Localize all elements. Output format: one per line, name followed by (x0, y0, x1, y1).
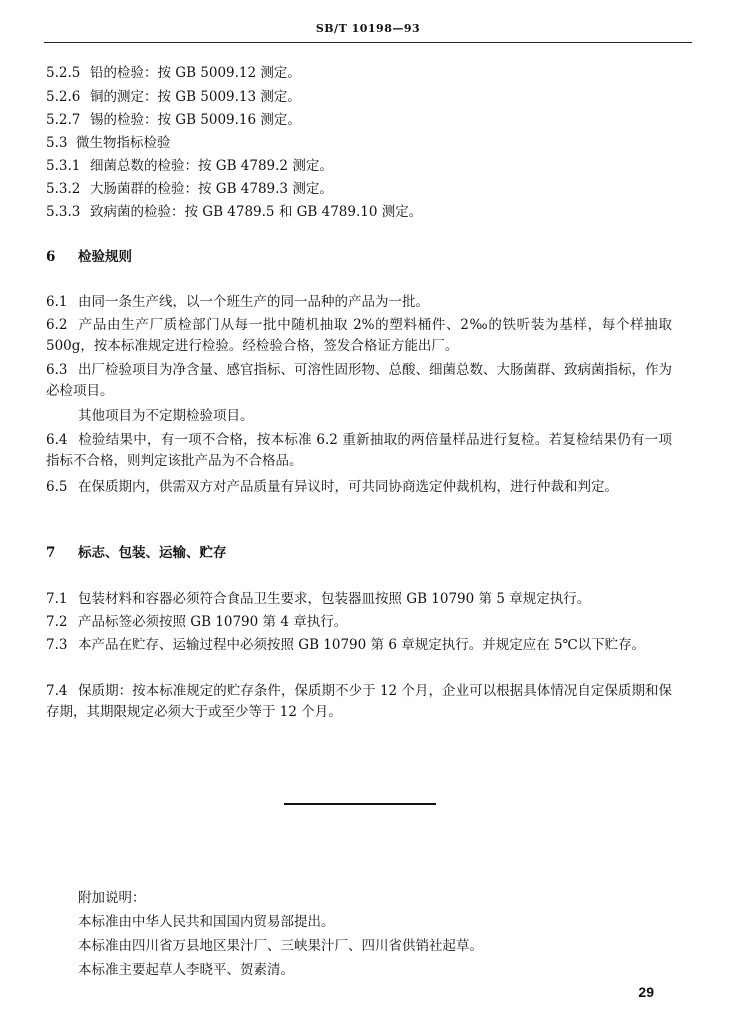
section-number: 7 (46, 545, 56, 561)
additional-note-line: 本标准由中华人民共和国国内贸易部提出。 (78, 914, 335, 930)
clause-6-3-note: 其他项目为不定期检验项目。 (78, 408, 254, 424)
section-heading-6 (46, 248, 132, 266)
clause-text: 本产品在贮存、运输过程中必须按照 GB 10790 第 6 章规定执行。并规定应在 5℃以下贮存。 (78, 637, 646, 653)
clause-6-4 (46, 430, 672, 472)
additional-notes-title: 附加说明： (78, 890, 146, 906)
additional-note-line: 本标准主要起草人李晓平、贺素清。 (78, 962, 294, 978)
clause-5-3 (46, 134, 171, 152)
section-number: 6 (46, 249, 56, 265)
clause-number: 5.2.7 (46, 112, 81, 128)
clause-number: 6.4 (46, 432, 68, 448)
clause-number: 5.3 (46, 135, 68, 151)
clause-7-1 (46, 589, 672, 610)
clause-text: 出厂检验项目为净含量、感官指标、可溶性固形物、总酸、细菌总数、大肠菌群、致病菌指标，作为必检项目。 (46, 362, 672, 399)
clause-number: 5.3.3 (46, 204, 81, 220)
clause-number: 6.2 (46, 317, 68, 333)
clause-7-3 (46, 635, 672, 656)
clause-text: 细菌总数的检验：按 GB 4789.2 测定。 (90, 158, 333, 174)
clause-text: 保质期：按本标准规定的贮存条件，保质期不少于 12 个月，企业可以根据具体情况自定保质期和保存期，其期限规定必须大于或至少等于 12 个月。 (46, 683, 672, 720)
clause-number: 7.2 (46, 614, 68, 630)
clause-number: 6.5 (46, 479, 68, 495)
clause-number: 6.3 (46, 362, 68, 378)
clause-text: 在保质期内，供需双方对产品质量有异议时，可共同协商选定仲裁机构，进行仲裁和判定。 (78, 479, 618, 495)
section-title: 检验规则 (78, 249, 132, 265)
clause-6-5 (46, 477, 672, 498)
clause-5-3-1 (46, 157, 333, 175)
clause-number: 5.3.1 (46, 158, 81, 174)
page-number: 29 (638, 984, 654, 1000)
clause-text: 铜的测定：按 GB 5009.13 测定。 (90, 89, 301, 105)
clause-number: 7.1 (46, 591, 68, 607)
clause-number: 5.2.5 (46, 65, 81, 81)
clause-text: 包装材料和容器必须符合食品卫生要求，包装器皿按照 GB 10790 第 5 章规定执行。 (78, 591, 591, 607)
clause-text: 产品由生产厂质检部门从每一批中随机抽取 2%的塑料桶件、2‰的铁听装为基样，每个样抽取 500g，按本标准规定进行检验。经检验合格，签发合格证方能出厂。 (46, 317, 672, 354)
end-rule (284, 803, 436, 805)
clause-text: 致病菌的检验：按 GB 4789.5 和 GB 4789.10 测定。 (90, 204, 423, 220)
clause-number: 5.2.6 (46, 89, 81, 105)
additional-note-line: 本标准由四川省万县地区果汁厂、三峡果汁厂、四川省供销社起草。 (78, 938, 483, 954)
clause-text: 大肠菌群的检验：按 GB 4789.3 测定。 (90, 181, 333, 197)
clause-number: 5.3.2 (46, 181, 81, 197)
clause-6-3 (46, 360, 672, 402)
clause-text: 产品标签必须按照 GB 10790 第 4 章执行。 (78, 614, 348, 630)
clause-7-4 (46, 681, 672, 723)
section-heading-7 (46, 544, 227, 562)
section-title: 标志、包装、运输、贮存 (78, 545, 227, 561)
clause-5-3-2 (46, 180, 333, 198)
clause-number: 6.1 (46, 294, 68, 310)
clause-number: 7.3 (46, 637, 68, 653)
clause-5-2-6 (46, 88, 301, 106)
header-rule (44, 42, 692, 43)
clause-text: 铅的检验：按 GB 5009.12 测定。 (90, 65, 301, 81)
clause-5-3-3 (46, 203, 422, 221)
clause-text: 微生物指标检验 (76, 135, 171, 151)
clause-text: 检验结果中，有一项不合格，按本标准 6.2 重新抽取的两倍量样品进行复检。若复检结果仍有一项指标不合格，则判定该批产品为不合格品。 (46, 432, 672, 469)
clause-number: 7.4 (46, 683, 68, 699)
clause-text: 由同一条生产线，以一个班生产的同一品种的产品为一批。 (78, 294, 429, 310)
clause-6-2 (46, 315, 672, 357)
clause-7-2 (46, 612, 672, 633)
clause-5-2-5 (46, 64, 301, 82)
standard-code-header: SB/T 10198—93 (315, 22, 421, 35)
clause-6-1 (46, 292, 672, 313)
clause-text: 锡的检验：按 GB 5009.16 测定。 (90, 112, 301, 128)
clause-5-2-7 (46, 111, 301, 129)
